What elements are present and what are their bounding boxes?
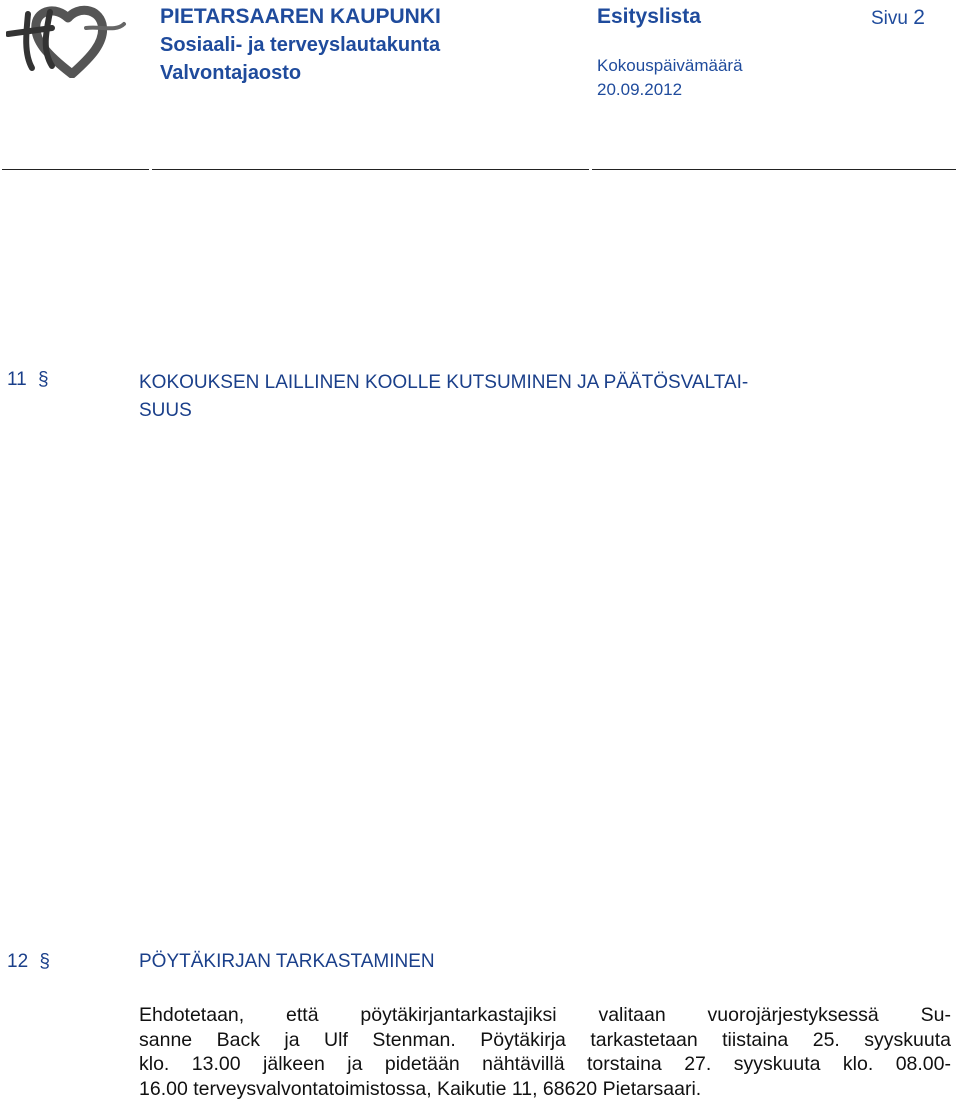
header-rule (2, 169, 149, 170)
body-line: Ehdotetaan, että pöytäkirjantarkastajiksi valitaan vuorojärjestyksessä Su- (139, 1004, 951, 1026)
heart-logo-icon (6, 4, 138, 78)
section-title: KOKOUKSEN LAILLINEN KOOLLE KUTSUMINEN JA PÄÄTÖSVALTAI- SUUS (139, 372, 749, 421)
section-symbol: § (39, 951, 50, 972)
section-body (139, 1003, 951, 1101)
section-title: PÖYTÄKIRJAN TARKASTAMINEN (139, 951, 435, 972)
body-line: sanne Back ja Ulf Stenman. Pöytäkirja tarkastetaan tiistaina 25. syyskuuta (139, 1028, 951, 1051)
header-rule (592, 169, 956, 170)
date-label: Kokouspäivämäärä (597, 56, 743, 75)
division-name: Valvontajaosto (160, 62, 302, 84)
page-indicator (871, 6, 925, 30)
page-label: Sivu (871, 8, 908, 29)
header-rule (152, 169, 589, 170)
board-name: Sosiaali- ja terveyslautakunta (160, 34, 441, 56)
meeting-date: 20.09.2012 (597, 80, 683, 99)
section-symbol: § (38, 369, 49, 390)
section-number: 12 § (7, 951, 50, 972)
body-line: klo. 13.00 jälkeen ja pidetään nähtävillä torstaina 27. syyskuuta klo. 08.00- (139, 1053, 951, 1075)
document-type: Esityslista (597, 5, 701, 28)
city-name: PIETARSAAREN KAUPUNKI (160, 5, 441, 28)
section-number: 11 § (7, 369, 49, 390)
body-line: 16.00 terveysvalvontatoimistossa, Kaikutie 11, 68620 Pietarsaari. (139, 1077, 702, 1100)
page-number: 2 (913, 6, 925, 29)
